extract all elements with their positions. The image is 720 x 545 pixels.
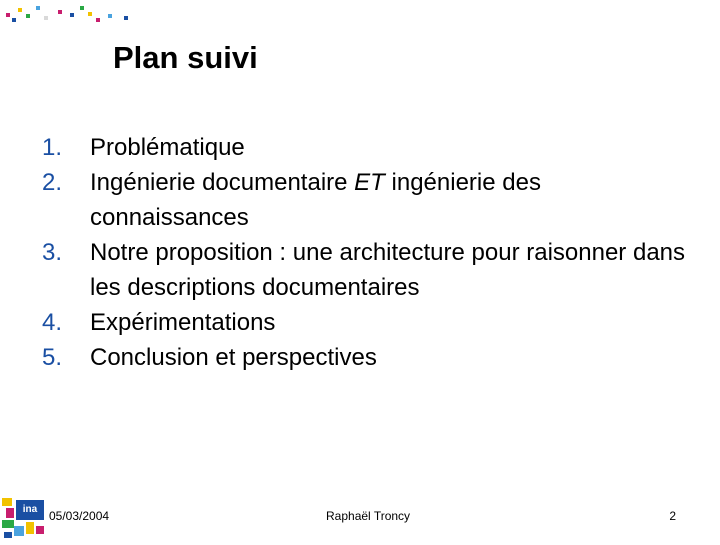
dot bbox=[12, 18, 16, 22]
item-number: 5. bbox=[42, 344, 63, 371]
item-number: 2. bbox=[42, 169, 63, 196]
item-text-italic: ET bbox=[354, 169, 385, 196]
list-item bbox=[42, 235, 702, 305]
footer-date: 05/03/2004 bbox=[49, 509, 110, 523]
page-number: 2 bbox=[669, 509, 676, 523]
decorative-dots bbox=[0, 0, 140, 30]
item-number: 3. bbox=[42, 239, 63, 266]
dot bbox=[70, 13, 74, 17]
dot bbox=[44, 16, 48, 20]
footer-author: Raphaël Troncy bbox=[326, 509, 411, 523]
dot bbox=[26, 14, 30, 18]
item-number: 1. bbox=[42, 134, 63, 161]
item-text bbox=[90, 165, 702, 235]
ina-logo bbox=[0, 492, 46, 540]
dot bbox=[58, 10, 62, 14]
slide-title: Plan suivi bbox=[113, 40, 258, 75]
logo-text: ina bbox=[16, 500, 44, 520]
outline-list bbox=[42, 130, 702, 375]
list-item bbox=[42, 130, 702, 165]
dot bbox=[124, 16, 128, 20]
item-text: Notre proposition : une architecture pour raisonner dans les descriptions documentaires bbox=[90, 239, 686, 301]
dot bbox=[88, 12, 92, 16]
list-item bbox=[42, 305, 702, 340]
item-text-before: Ingénierie documentaire bbox=[90, 169, 355, 196]
dot bbox=[108, 14, 112, 18]
item-text: Problématique bbox=[90, 134, 245, 161]
item-text-after: ingénierie des connaissances bbox=[90, 169, 541, 231]
dot bbox=[18, 8, 22, 12]
item-text: Expérimentations bbox=[90, 309, 276, 336]
item-text: Conclusion et perspectives bbox=[90, 344, 377, 371]
dot bbox=[96, 18, 100, 22]
list-item bbox=[42, 165, 702, 235]
dot bbox=[80, 6, 84, 10]
list-item bbox=[42, 340, 702, 375]
item-number: 4. bbox=[42, 309, 63, 336]
dot bbox=[36, 6, 40, 10]
dot bbox=[6, 13, 10, 17]
